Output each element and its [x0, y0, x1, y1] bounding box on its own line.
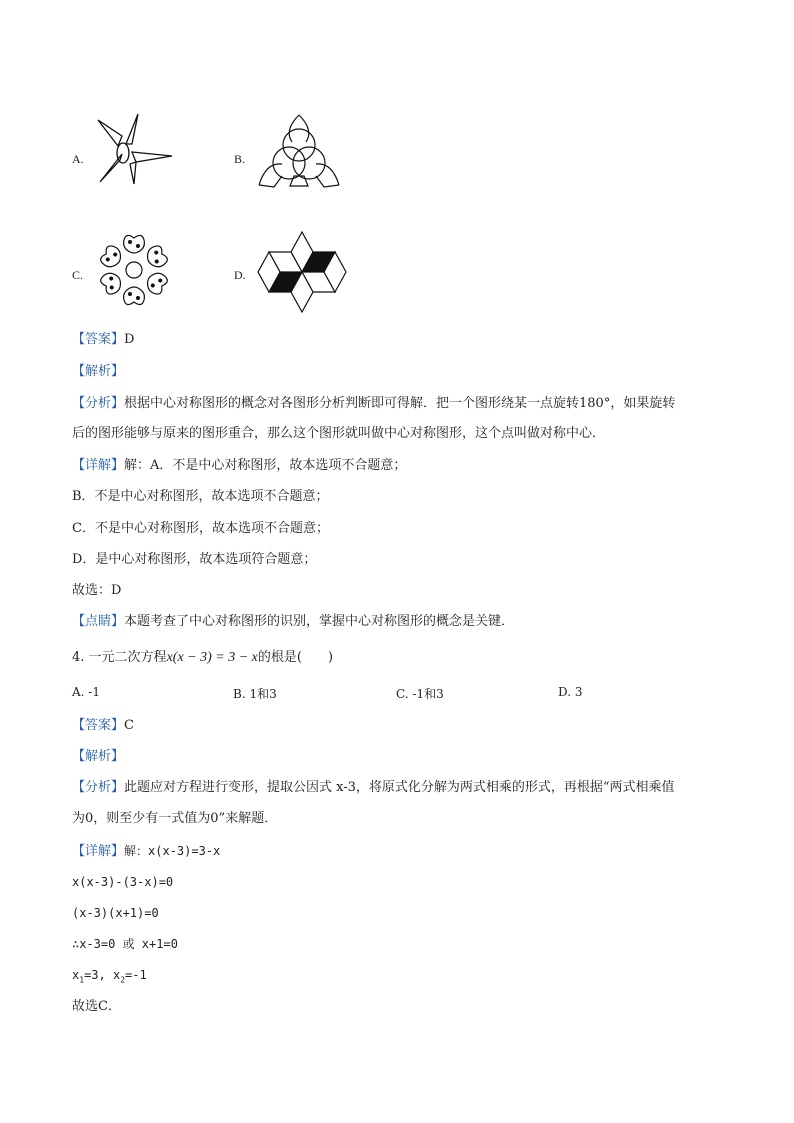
answer-tag: 【答案】	[72, 718, 125, 733]
q3-fenxi-line-1	[72, 395, 675, 413]
xiangjie-text-1: 解：A．不是中心对称图形，故本选项不合题意；	[124, 458, 407, 473]
xiangjie-tag: 【详解】	[72, 458, 125, 473]
question-number: 4.	[72, 650, 85, 665]
q4-conclusion: 故选C．	[72, 999, 121, 1014]
analysis-tag: 【解析】	[72, 364, 125, 379]
fenxi-tag: 【分析】	[72, 780, 125, 795]
option-c-label: C.	[72, 268, 84, 282]
choice-d: D. 3	[558, 685, 583, 699]
q3-line-c: C．不是中心对称图形，故本选项不合题意；	[72, 521, 329, 536]
q3-line-d: D．是中心对称图形，故本选项符合题意；	[72, 552, 317, 567]
q4-step-1: x(x-3)-(3-x)=0	[72, 875, 174, 889]
equation: x(x − 3) = 3 − x	[166, 650, 258, 665]
q4-step-2: (x-3)(x+1)=0	[72, 906, 159, 920]
flower-ring-figure-icon	[92, 228, 176, 312]
answer-value: D	[124, 332, 135, 347]
q4-fenxi-line-2: 为0，则至少有一式值为0”来解题．	[72, 811, 278, 826]
q3-answer-line	[72, 331, 134, 349]
q3-xiangjie-line-1	[72, 457, 406, 475]
q4-stem	[72, 649, 333, 667]
x2-value: =-1	[125, 968, 147, 982]
x1-var: x	[72, 968, 80, 982]
answer-value: C	[124, 718, 134, 733]
x2-subscript: 2	[120, 975, 126, 985]
q4-fenxi-line-1	[72, 779, 675, 797]
answer-tag: 【答案】	[72, 332, 125, 347]
fenxi-text-1: 根据中心对称图形的概念对各图形分析判断即可得解．把一个图形绕某一点旋转180°，如果旋转	[124, 396, 676, 411]
analysis-tag: 【解析】	[72, 749, 125, 764]
fenxi-text-1: 此题应对方程进行变形，提取公因式 x-3，将原式化分解为两式相乘的形式，再根据“两式相乘值	[124, 780, 675, 795]
fenxi-tag: 【分析】	[72, 396, 125, 411]
stem-suffix: 的根是( )	[257, 650, 334, 665]
q3-dianjing-line	[72, 613, 514, 631]
option-a-label: A.	[72, 152, 84, 166]
dianjing-text: 本题考查了中心对称图形的识别，掌握中心对称图形的概念是关键．	[124, 614, 515, 629]
option-b-label: B.	[234, 152, 246, 166]
q3-conclusion: 故选：D	[72, 583, 122, 598]
xiangjie-tag: 【详解】	[72, 844, 125, 859]
q4-analysis-heading	[72, 748, 124, 766]
dianjing-tag: 【点睛】	[72, 614, 125, 629]
choice-c: C. -1和3	[396, 687, 444, 701]
q3-line-b: B．不是中心对称图形，故本选项不合题意；	[72, 489, 329, 504]
option-d-label: D.	[234, 268, 246, 282]
x1-subscript: 1	[79, 975, 85, 985]
pinwheel-figure-icon	[92, 112, 176, 186]
q4-step-3: ∴x-3=0 或 x+1=0	[72, 937, 178, 951]
six-rhombus-star-figure-icon	[254, 228, 350, 316]
q3-fenxi-line-2: 后的图形能够与原来的图形重合，那么这个图形就叫做中心对称图形，这个点叫做对称中心．	[72, 426, 606, 441]
q4-step-4	[72, 966, 147, 989]
triquetra-figure-icon	[254, 112, 344, 192]
choice-b: B. 1和3	[233, 687, 277, 701]
xiangjie-text-1: 解：x(x-3)=3-x	[124, 844, 221, 858]
x2-var: =3, x	[84, 968, 121, 982]
q3-analysis-heading	[72, 363, 124, 381]
q4-answer-line	[72, 717, 134, 735]
stem-prefix: 一元二次方程	[88, 650, 167, 665]
q4-xiangjie-line-1	[72, 842, 220, 861]
choice-a: A. -1	[72, 685, 100, 699]
